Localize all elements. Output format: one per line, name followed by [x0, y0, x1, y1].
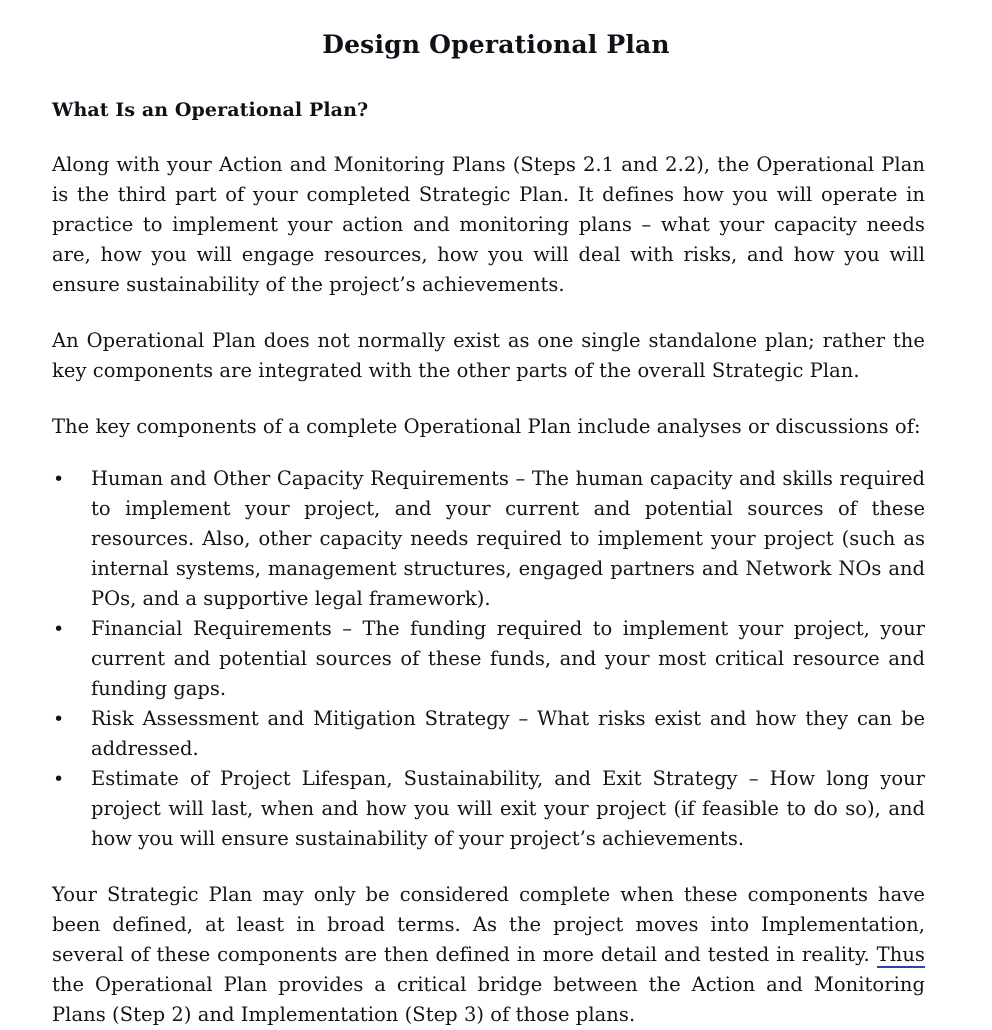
list-item	[52, 614, 925, 704]
section-heading: What Is an Operational Plan?	[52, 99, 369, 121]
bullet-icon: •	[53, 468, 65, 490]
list-item-text: Human and Other Capacity Requirements – The human capacity and skills required to implement your project, and your current and potential sources of these resources. Also, other capacity needs required to implement your project (such as internal systems, management structures, engaged partners and Network NOs and POs, and a supportive legal framework).	[91, 467, 925, 610]
thus-hyperlink[interactable]: Thus	[876, 943, 925, 966]
bullet-icon: •	[53, 618, 65, 640]
closing-text-after-link: the Operational Plan provides a critical bridge between the Action and Monitoring Plans (Step 2) and Implementation (Step 3) of those plans.	[52, 973, 925, 1026]
page-title: Design Operational Plan	[322, 30, 670, 59]
list-item	[52, 464, 925, 614]
closing-text-before-link: Your Strategic Plan may only be considered complete when these components have been defined, at least in broad terms. As the project moves into Implementation, several of these components are then defined in more detail and tested in reality.	[52, 883, 925, 966]
document-body	[0, 96, 992, 1030]
list-item-text: Risk Assessment and Mitigation Strategy – What risks exist and how they can be addressed.	[91, 707, 925, 760]
paragraph-lead-in: The key components of a complete Operational Plan include analyses or discussions of:	[52, 415, 921, 438]
list-item-text: Financial Requirements – The funding required to implement your project, your current and potential sources of these funds, and your most critical resource and funding gaps.	[91, 617, 925, 700]
bullet-icon: •	[53, 708, 65, 730]
paragraph-standalone: An Operational Plan does not normally exist as one single standalone plan; rather the key components are integrated with the other parts of the overall Strategic Plan.	[52, 329, 925, 382]
bullet-icon: •	[53, 768, 65, 790]
list-item-text: Estimate of Project Lifespan, Sustainability, and Exit Strategy – How long your project will last, when and how you will exit your project (if feasible to do so), and how you will ensure sustainability of your project’s achievements.	[91, 767, 925, 850]
key-components-list	[52, 464, 925, 854]
paragraph-intro: Along with your Action and Monitoring Plans (Steps 2.1 and 2.2), the Operational Plan is the third part of your completed Strategic Plan. It defines how you will operate in practice to implement your action and monitoring plans – what your capacity needs are, how you will engage resources, how you will deal with risks, and how you will ensure sustainability of the project’s achievements.	[52, 153, 925, 296]
paragraph-closing	[52, 880, 925, 1030]
list-item	[52, 764, 925, 854]
list-item	[52, 704, 925, 764]
